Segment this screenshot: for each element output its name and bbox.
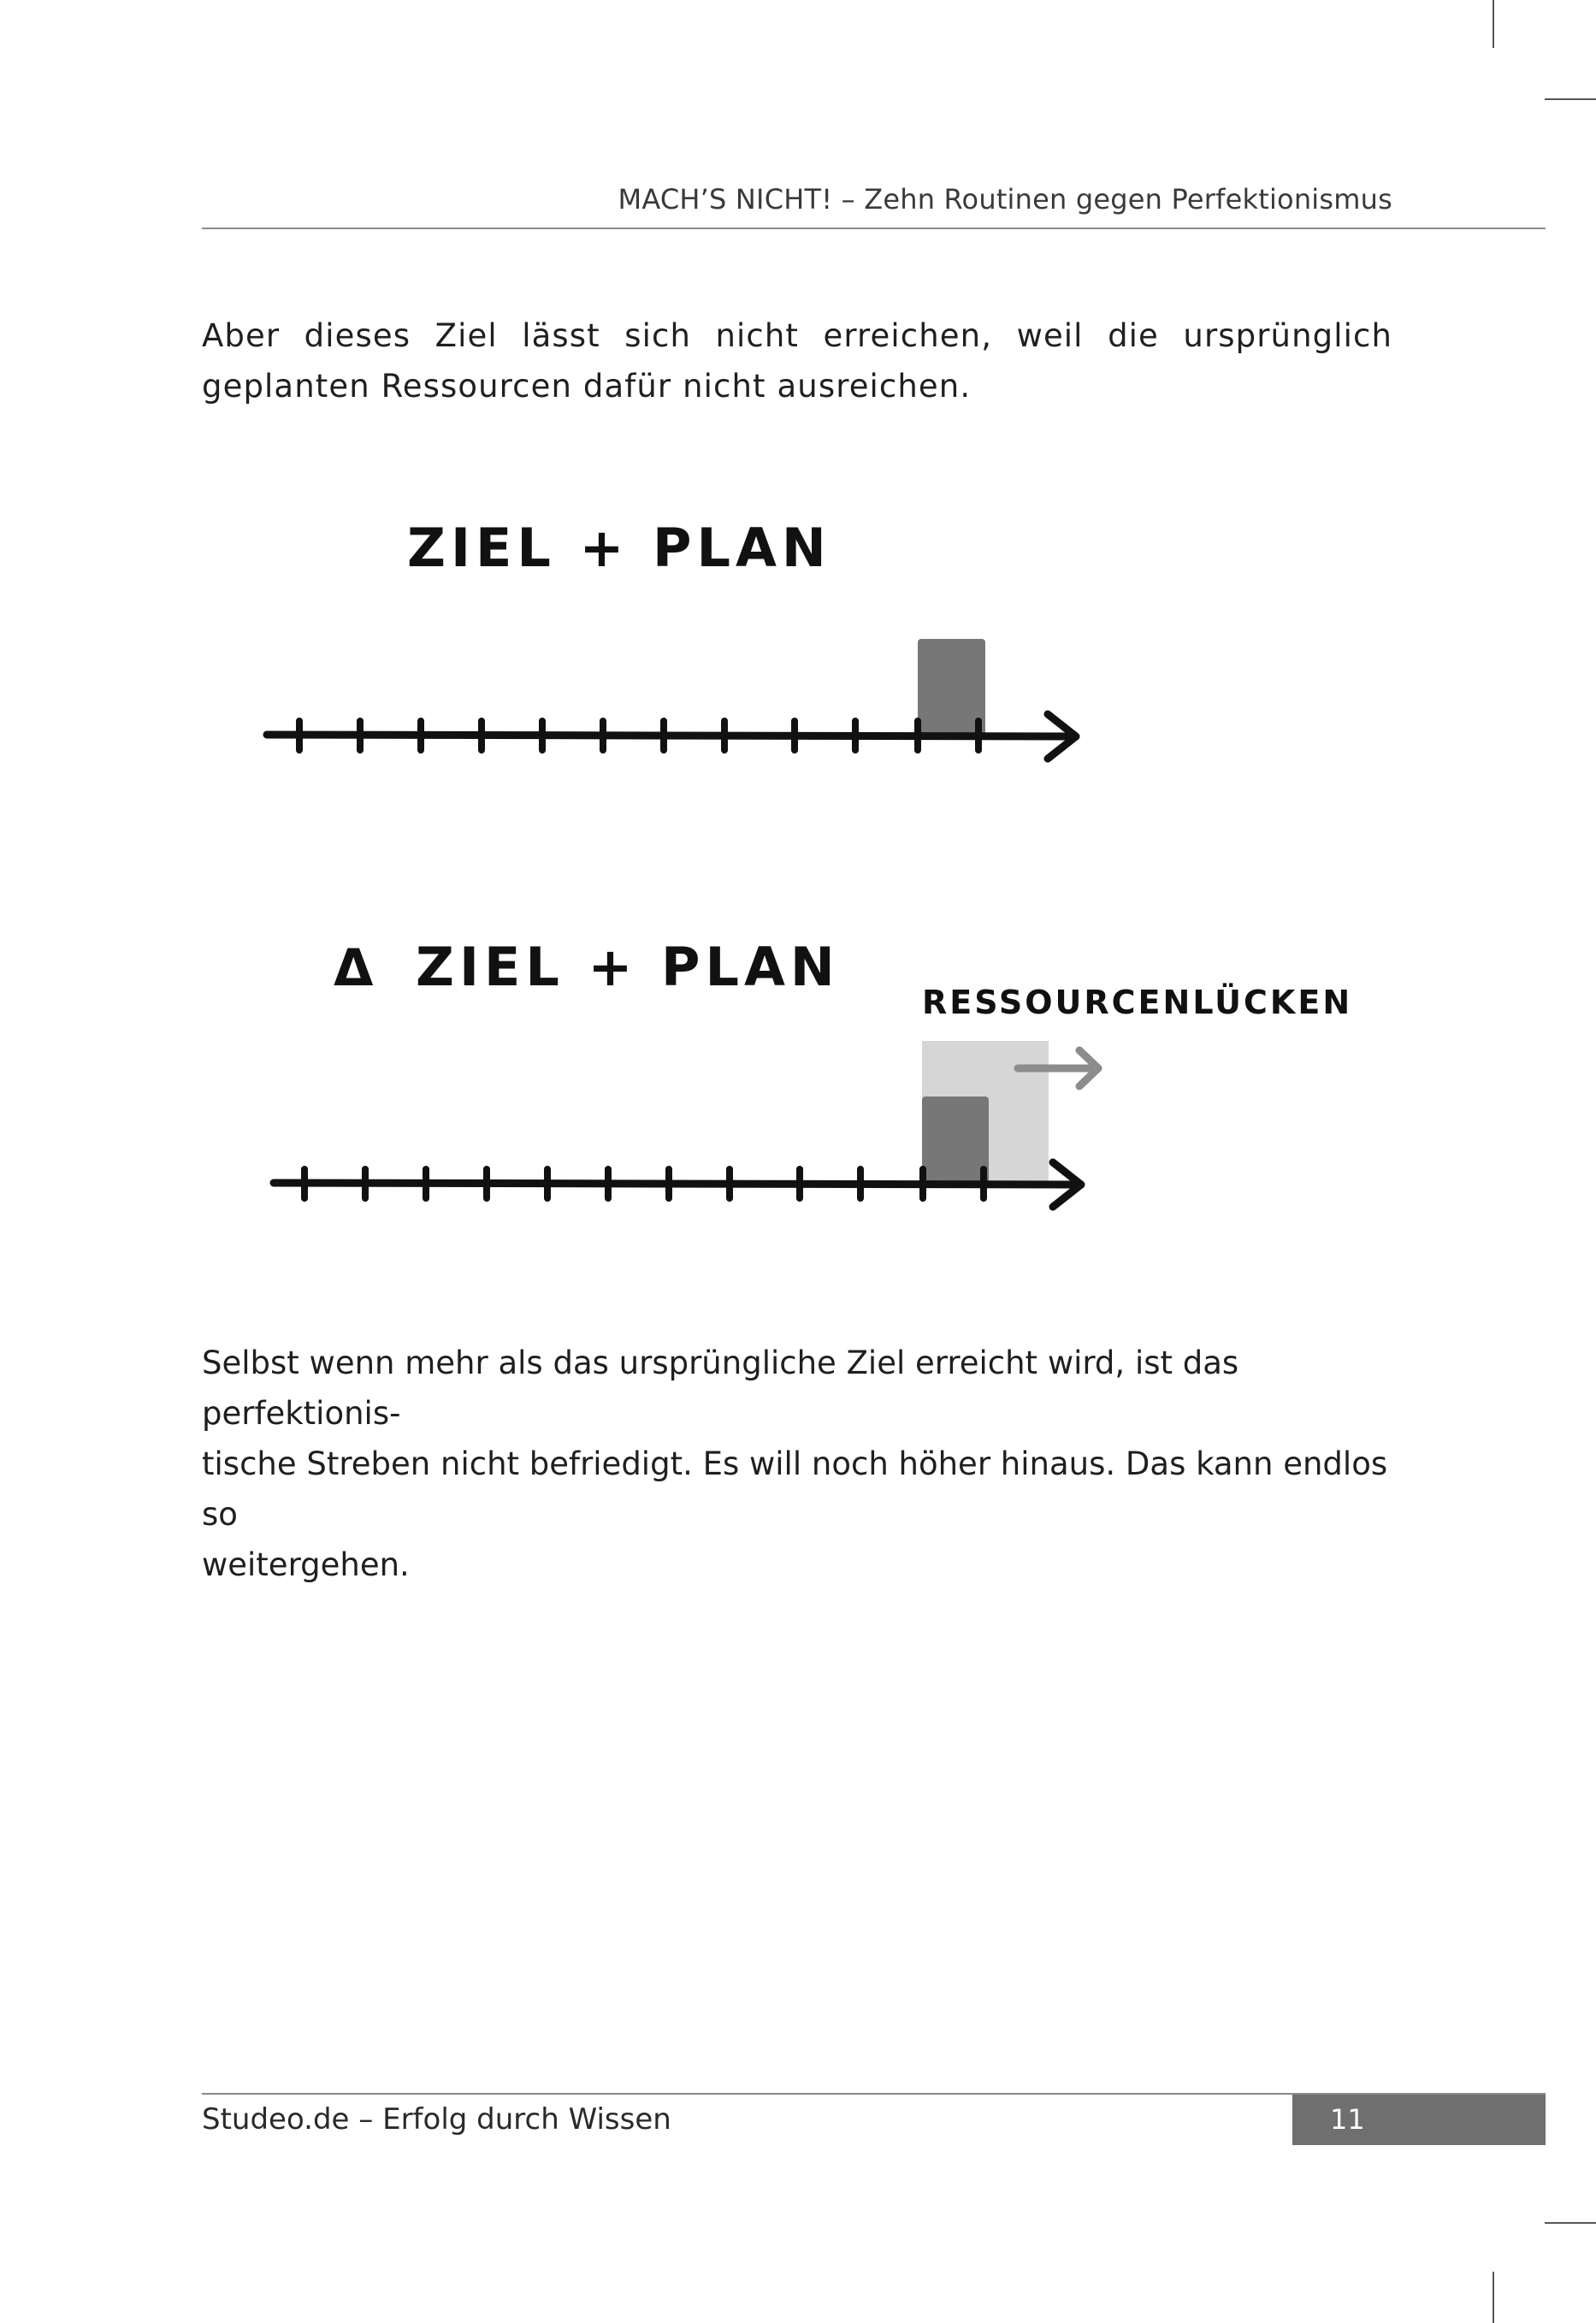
paragraph-2 — [202, 1338, 1392, 1590]
header-rule — [202, 228, 1546, 229]
paragraph-2-line-1: Selbst wenn mehr als das ursprüngliche Ziel erreicht wird, ist das perfektionis- — [202, 1345, 1239, 1432]
timeline-diagram — [248, 496, 1360, 1266]
crop-mark-bottom-right — [1493, 2272, 1494, 2323]
paragraph-2-line-3: weitergehen. — [202, 1546, 410, 1583]
page-number: 11 — [1330, 2103, 1365, 2136]
crop-mark-top-right — [1493, 0, 1494, 48]
paragraph-1: Aber dieses Ziel lässt sich nicht erreichen, weil die ursprünglich geplanten Ressourcen dafür nicht ausreichen. — [202, 317, 1392, 405]
crop-mark-right-lower — [1545, 2222, 1596, 2224]
paragraph-2-line-2: tische Streben nicht befriedigt. Es will noch höher hinaus. Das kann endlos so — [202, 1445, 1388, 1533]
running-header-title: MACH’S NICHT! – Zehn Routinen gegen Perfektionismus — [618, 183, 1392, 216]
diagram-1-title: ZIEL + PLAN — [407, 517, 831, 579]
resource-gap-label: RESSOURCENLÜCKEN — [922, 984, 1353, 1021]
delta-icon: Δ — [334, 938, 374, 998]
timeline-figure — [248, 496, 1360, 1269]
diagram-2-title: ZIEL + PLAN — [416, 936, 840, 998]
crop-mark-right-upper — [1545, 98, 1596, 100]
diagram-2-plan-block — [922, 1096, 989, 1185]
page-number-box — [1292, 2095, 1546, 2145]
footer-publisher: Studeo.de – Erfolg durch Wissen — [202, 2102, 671, 2137]
